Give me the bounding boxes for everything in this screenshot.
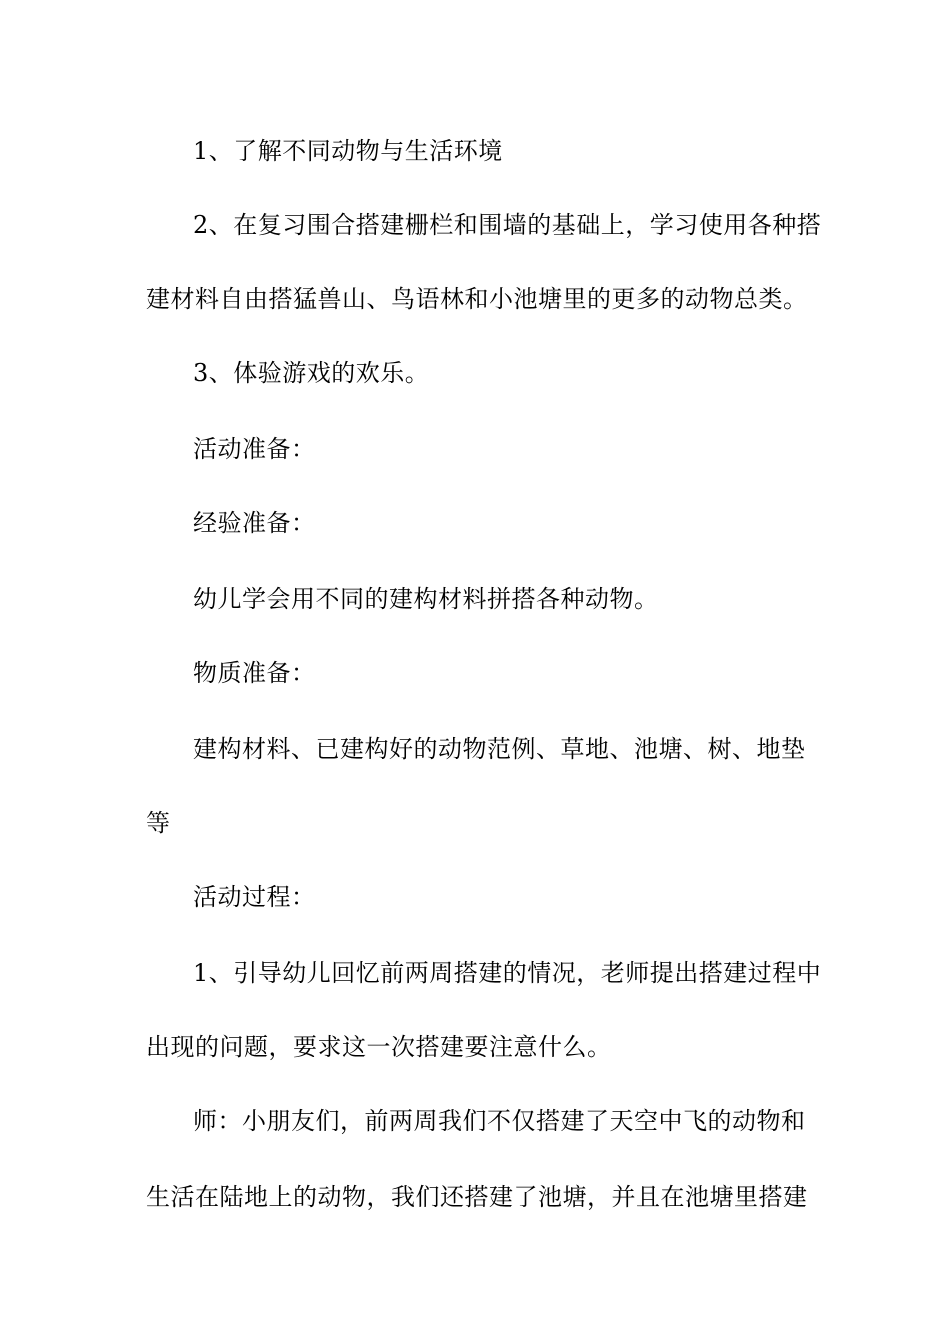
heading-material-preparation: 物质准备： [193, 659, 316, 687]
heading-activity-preparation: 活动准备： [193, 435, 316, 463]
paragraph-goal-1: 1、了解不同动物与生活环境 [193, 137, 503, 165]
paragraph-goal-2-line-1: 2、在复习围合搭建栅栏和围墙的基础上，学习使用各种搭 [193, 211, 822, 239]
paragraph-materials-line-2: 等 [146, 809, 171, 837]
paragraph-goal-2-line-2: 建材料自由搭猛兽山、鸟语林和小池塘里的更多的动物总类。 [146, 285, 808, 313]
paragraph-goal-3: 3、体验游戏的欢乐。 [193, 359, 430, 387]
paragraph-process-1-line-1: 1、引导幼儿回忆前两周搭建的情况，老师提出搭建过程中 [193, 959, 822, 987]
heading-activity-process: 活动过程： [193, 883, 316, 911]
paragraph-experience: 幼儿学会用不同的建构材料拼搭各种动物。 [193, 585, 659, 613]
paragraph-process-1-line-2: 出现的问题，要求这一次搭建要注意什么。 [146, 1033, 612, 1061]
paragraph-materials-line-1: 建构材料、已建构好的动物范例、草地、池塘、树、地垫 [193, 735, 806, 763]
heading-experience-preparation: 经验准备： [193, 509, 316, 537]
paragraph-teacher-line-1: 师：小朋友们，前两周我们不仅搭建了天空中飞的动物和 [193, 1107, 806, 1135]
paragraph-teacher-line-2: 生活在陆地上的动物，我们还搭建了池塘，并且在池塘里搭建 [146, 1183, 808, 1211]
